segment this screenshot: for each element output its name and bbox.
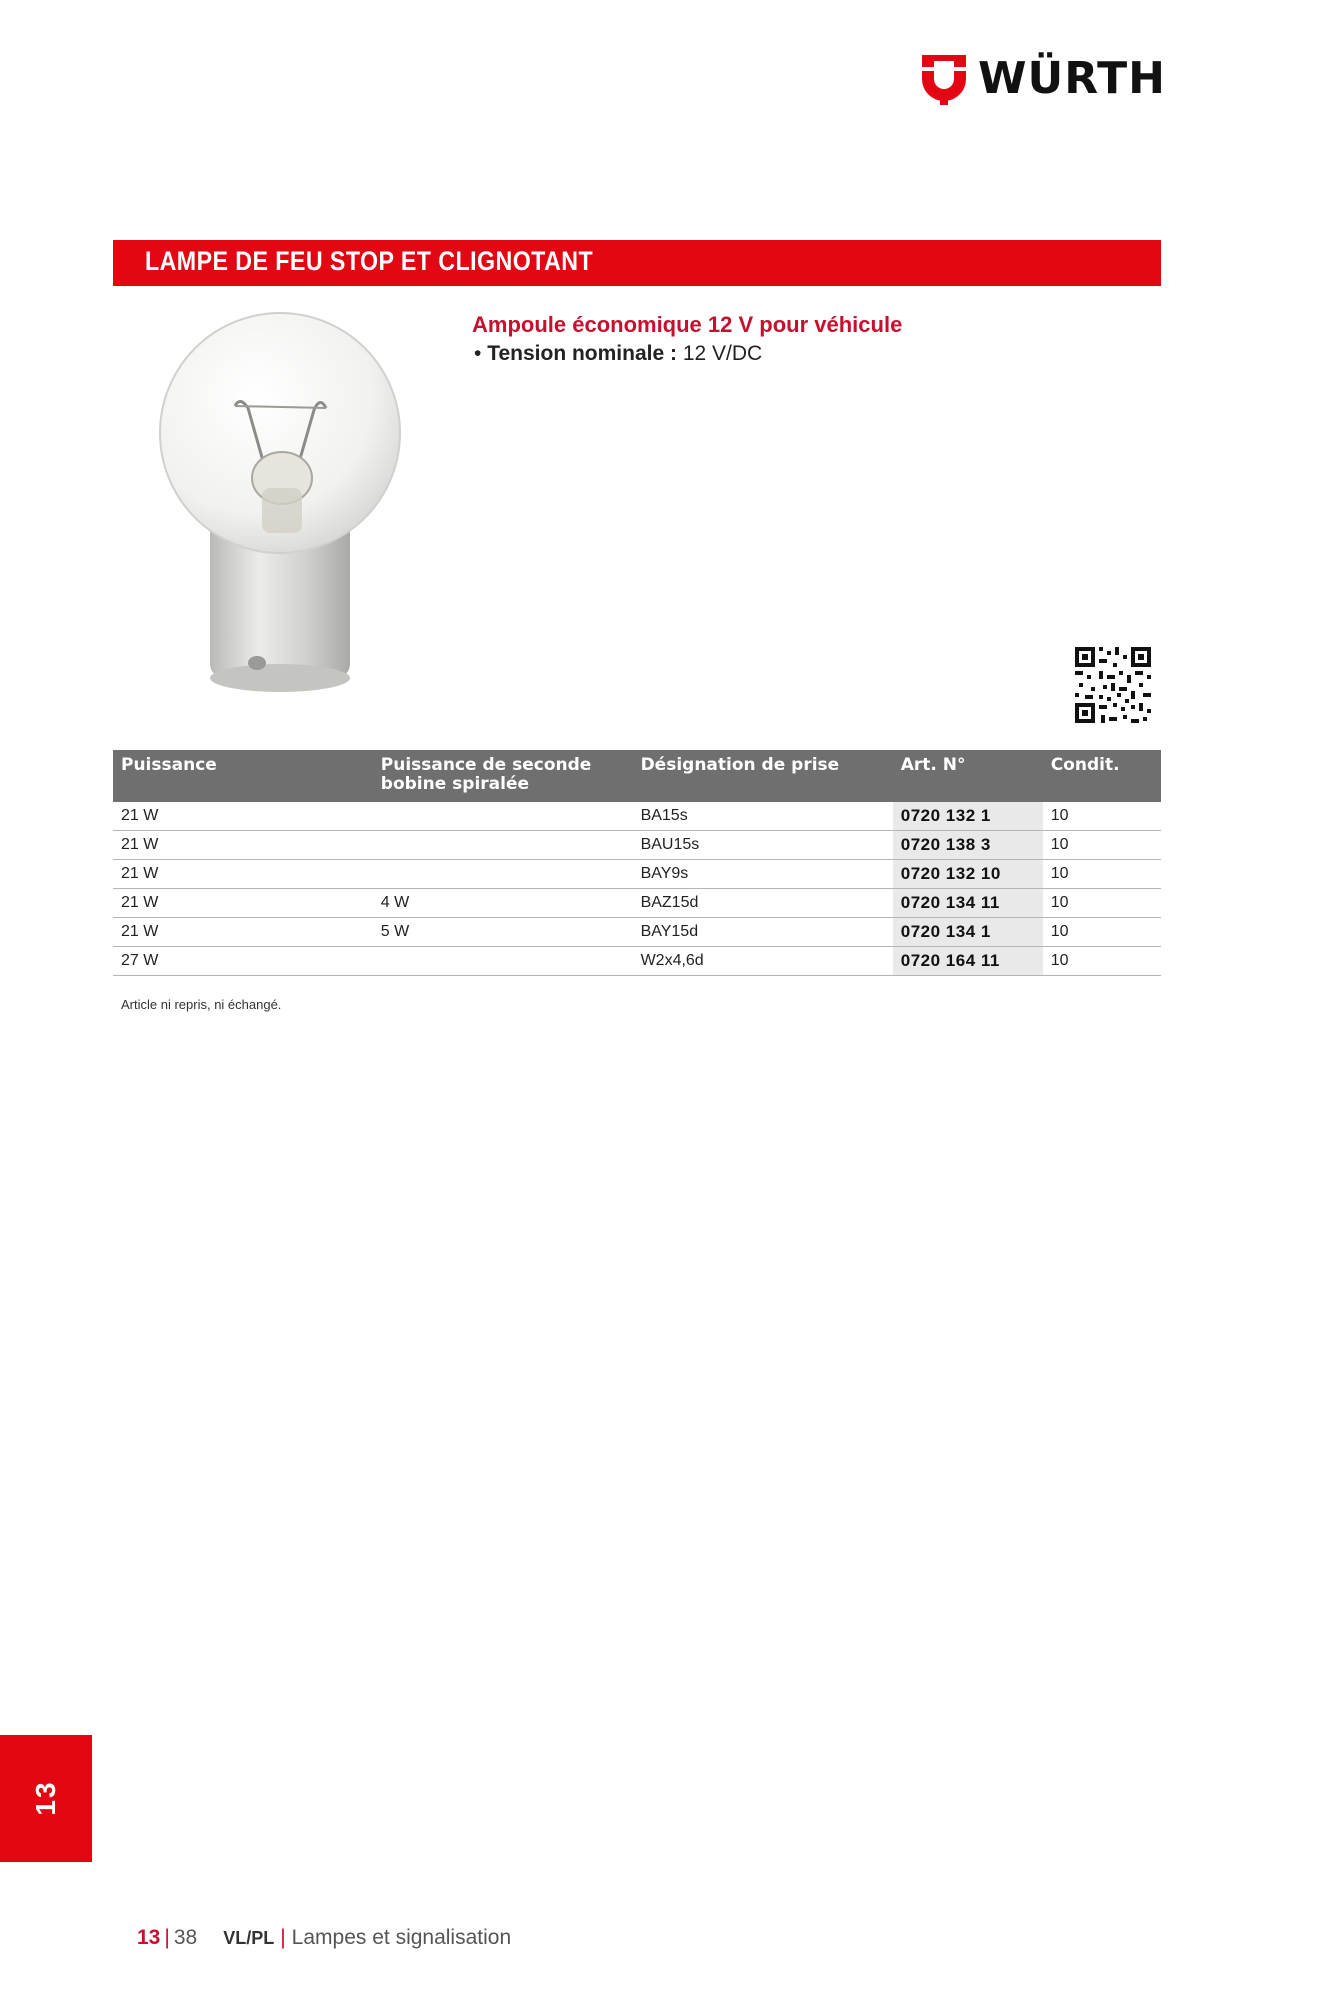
chapter-number: 13 xyxy=(30,1780,61,1816)
spec-label: Tension nominale : xyxy=(487,342,677,365)
col-designation: Désignation de prise xyxy=(633,750,893,802)
cell-puissance: 21 W xyxy=(113,802,373,831)
table-row xyxy=(113,889,1161,918)
brand-name: WÜRTH xyxy=(978,53,1167,104)
cell-seconde-bobine: 4 W xyxy=(373,889,633,918)
cell-art-no: 0720 134 1 xyxy=(893,918,1043,947)
footer-separator: | xyxy=(280,1926,286,1949)
product-table xyxy=(113,750,1161,976)
footer-chapter: 13 xyxy=(137,1926,161,1949)
cell-designation: BAU15s xyxy=(633,831,893,860)
wurth-logo-mark-icon xyxy=(920,53,968,105)
cell-seconde-bobine: 5 W xyxy=(373,918,633,947)
cell-seconde-bobine xyxy=(373,802,633,831)
cell-condit: 10 xyxy=(1043,889,1161,918)
cell-seconde-bobine xyxy=(373,947,633,976)
spec-line xyxy=(474,342,762,366)
table-row xyxy=(113,947,1161,976)
footer-category: Lampes et signalisation xyxy=(291,1926,512,1949)
table-row xyxy=(113,918,1161,947)
cell-designation: BAY9s xyxy=(633,860,893,889)
col-seconde-bobine: Puissance de seconde bobine spiralée xyxy=(373,750,633,802)
footer-separator: | xyxy=(164,1926,170,1949)
cell-seconde-bobine xyxy=(373,860,633,889)
table-row xyxy=(113,802,1161,831)
page-footer xyxy=(137,1926,511,1950)
cell-puissance: 21 W xyxy=(113,831,373,860)
qr-code-icon[interactable] xyxy=(1073,645,1153,725)
bullet: • xyxy=(474,342,482,365)
cell-puissance: 21 W xyxy=(113,860,373,889)
cell-art-no: 0720 132 1 xyxy=(893,802,1043,831)
col-condit: Condit. xyxy=(1043,750,1161,802)
section-title: LAMPE DE FEU STOP ET CLIGNOTANT xyxy=(145,246,594,276)
product-subtitle: Ampoule économique 12 V pour véhicule xyxy=(472,312,903,337)
footnote: Article ni repris, ni échangé. xyxy=(121,997,282,1012)
bulb-image xyxy=(150,308,420,708)
cell-designation: BAZ15d xyxy=(633,889,893,918)
cell-art-no: 0720 164 11 xyxy=(893,947,1043,976)
cell-condit: 10 xyxy=(1043,947,1161,976)
section-title-bar xyxy=(113,240,1161,286)
cell-puissance: 21 W xyxy=(113,918,373,947)
table-row xyxy=(113,831,1161,860)
cell-art-no: 0720 134 11 xyxy=(893,889,1043,918)
cell-designation: W2x4,6d xyxy=(633,947,893,976)
col-art-no: Art. N° xyxy=(893,750,1043,802)
cell-art-no: 0720 132 10 xyxy=(893,860,1043,889)
chapter-side-tab xyxy=(0,1735,92,1862)
cell-condit: 10 xyxy=(1043,918,1161,947)
table-row xyxy=(113,860,1161,889)
footer-page: 38 xyxy=(173,1926,198,1949)
cell-puissance: 27 W xyxy=(113,947,373,976)
cell-condit: 10 xyxy=(1043,831,1161,860)
cell-designation: BA15s xyxy=(633,802,893,831)
col-puissance: Puissance xyxy=(113,750,373,802)
cell-puissance: 21 W xyxy=(113,889,373,918)
cell-art-no: 0720 138 3 xyxy=(893,831,1043,860)
cell-designation: BAY15d xyxy=(633,918,893,947)
table-header-row xyxy=(113,750,1161,802)
footer-section: VL/PL xyxy=(223,1928,275,1948)
cell-seconde-bobine xyxy=(373,831,633,860)
cell-condit: 10 xyxy=(1043,860,1161,889)
wurth-logo xyxy=(920,52,1166,106)
spec-value: 12 V/DC xyxy=(682,342,763,365)
cell-condit: 10 xyxy=(1043,802,1161,831)
